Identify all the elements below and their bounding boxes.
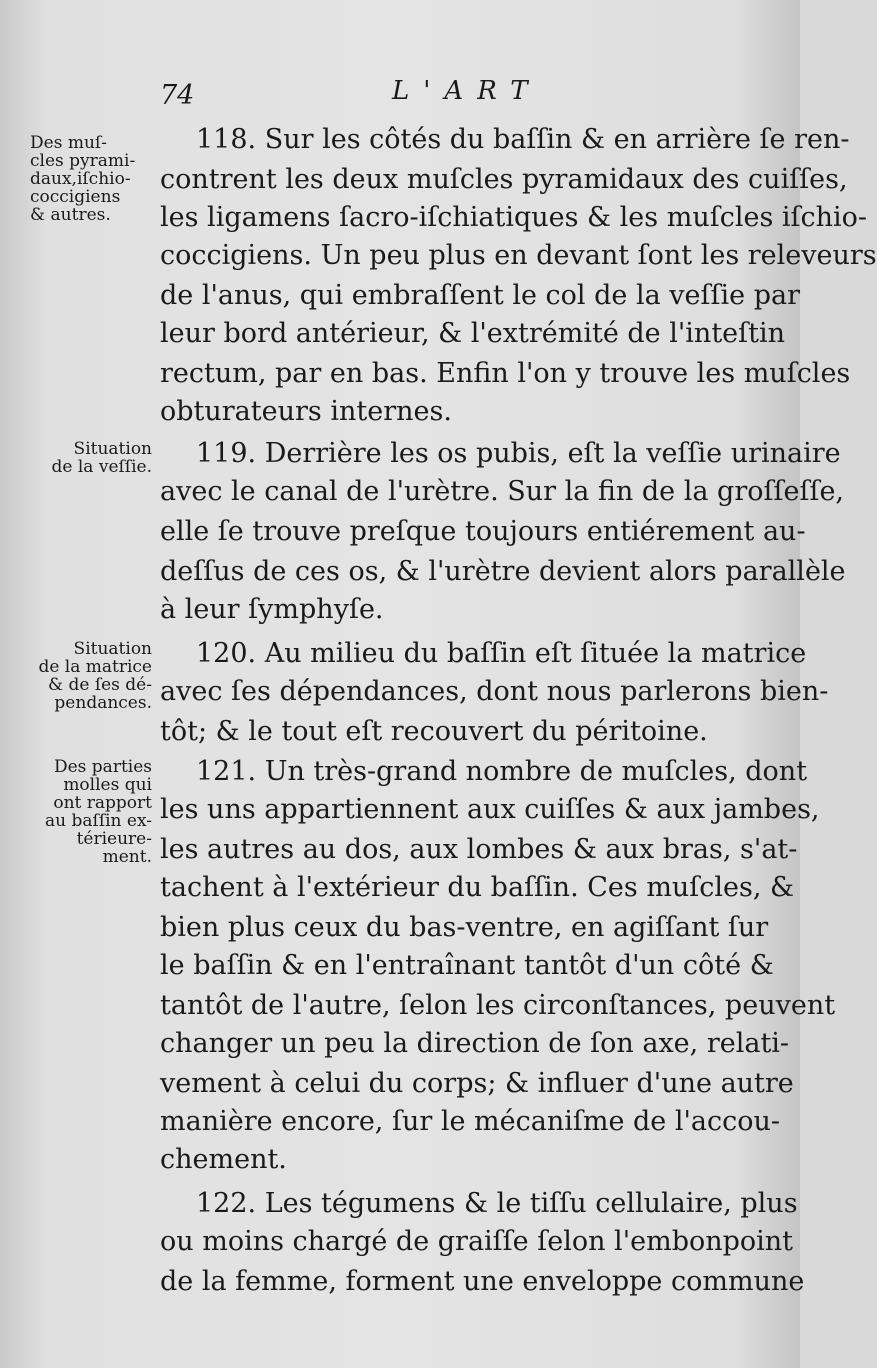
text-line: coccigiens. Un peu plus en devant ſont les releveurs xyxy=(160,240,877,271)
text-line: rectum, par en bas. Enfin l'on y trouve les muſcles xyxy=(160,358,851,389)
text-line: tôt; & le tout eſt recouvert du péritoine. xyxy=(160,716,708,747)
margin-note: Des muſ- cles pyrami- daux,iſchio- coccigiens & autres. xyxy=(30,133,136,225)
text-line: à leur ſymphyſe. xyxy=(160,594,384,625)
text-line: ou moins chargé de graiſſe ſelon l'embonpoint xyxy=(160,1226,794,1257)
page-number: 74 xyxy=(160,80,195,111)
margin-note: Situation de la veſſie. xyxy=(51,439,152,477)
page-header xyxy=(0,70,800,110)
text-line: avec le canal de l'urètre. Sur la fin de la groſſeſſe, xyxy=(160,476,845,507)
text-line: 122. Les tégumens & le tiſſu cellulaire, plus xyxy=(196,1188,798,1219)
text-line: tantôt de l'autre, ſelon les circonſtances, peuvent xyxy=(160,990,836,1021)
text-line: de la femme, forment une enveloppe commune xyxy=(160,1266,805,1297)
text-line: obturateurs internes. xyxy=(160,396,452,427)
text-line: 120. Au milieu du baſſin eſt ſituée la matrice xyxy=(196,638,807,669)
text-line: avec ſes dépendances, dont nous parlerons bien- xyxy=(160,676,829,707)
margin-note: Des parties molles qui ont rapport au baſſin ex- térieure- ment. xyxy=(45,757,152,867)
text-line: 121. Un très-grand nombre de muſcles, dont xyxy=(196,756,808,787)
text-line: bien plus ceux du bas-ventre, en agiſſant ſur xyxy=(160,912,769,943)
text-line: tachent à l'extérieur du baſſin. Ces muſcles, & xyxy=(160,872,795,903)
text-line: chement. xyxy=(160,1144,287,1175)
text-line: elle ſe trouve preſque toujours entiérement au- xyxy=(160,516,806,547)
text-line: vement à celui du corps; & influer d'une autre xyxy=(160,1068,794,1099)
text-line: les ligamens ſacro-iſchiatiques & les muſcles iſchio- xyxy=(160,202,868,233)
text-line: deſſus de ces os, & l'urètre devient alors parallèle xyxy=(160,556,846,587)
text-line: contrent les deux muſcles pyramidaux des cuiſſes, xyxy=(160,164,848,195)
text-line: 118. Sur les côtés du baſſin & en arrière ſe ren- xyxy=(196,124,850,155)
text-line: les uns appartiennent aux cuiſſes & aux jambes, xyxy=(160,794,820,825)
running-title: L'ART xyxy=(392,76,542,106)
text-line: changer un peu la direction de ſon axe, relati- xyxy=(160,1028,790,1059)
text-line: leur bord antérieur, & l'extrémité de l'inteſtin xyxy=(160,318,786,349)
text-line: 119. Derrière les os pubis, eſt la veſſie urinaire xyxy=(196,438,841,469)
margin-note: Situation de la matrice & de ſes dé- pendances. xyxy=(38,639,152,713)
text-line: manière encore, ſur le mécaniſme de l'accou- xyxy=(160,1106,781,1137)
text-line: les autres au dos, aux lombes & aux bras, s'at- xyxy=(160,834,798,865)
text-line: de l'anus, qui embraſſent le col de la veſſie par xyxy=(160,280,800,311)
text-line: le baſſin & en l'entraînant tantôt d'un côté & xyxy=(160,950,774,981)
